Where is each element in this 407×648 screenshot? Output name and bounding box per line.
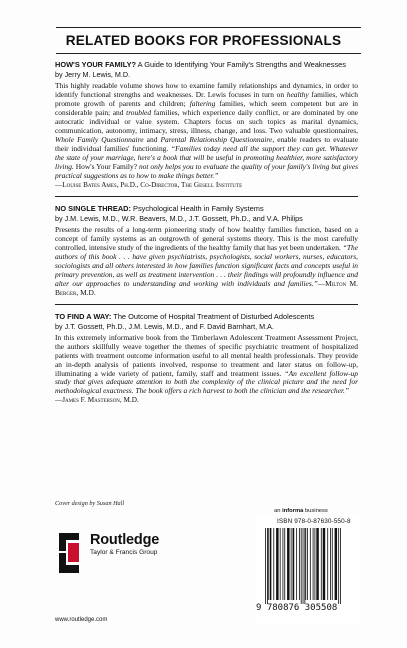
text-run: Presents the results of a long-term pioneering study of how healthy families function, based on a concept of family systems as an outgrowth of general systems theory. This is the most carefully controlled, intensive study of the ingredients of the healthy family that has yet been undertaken. xyxy=(55,224,358,252)
informa-pre: an xyxy=(274,508,283,514)
text-run: This highly readable volume shows how to examine family relationships and dynamics, in order to identify functional strengths and weaknesses. Dr. Lewis focuses in turn on xyxy=(55,81,358,100)
barcode-bar xyxy=(265,528,266,604)
book-title-rest: Psychological Health in Family Systems xyxy=(130,203,264,213)
barcode-bar xyxy=(296,528,297,600)
barcode-bar xyxy=(284,528,285,600)
barcode-bar xyxy=(293,528,295,600)
book-description xyxy=(55,226,358,298)
book-title-lead: TO FIND A WAY: xyxy=(55,311,112,321)
book-title-lead: HOW'S YOUR FAMILY? xyxy=(55,60,137,69)
publisher-name: Routledge xyxy=(90,532,160,548)
book-description xyxy=(55,334,358,397)
book-title xyxy=(55,312,358,321)
barcode-bar xyxy=(321,528,322,600)
book-endorsement-attribution: —James F. Masterson, M.D. xyxy=(55,396,139,405)
book-title xyxy=(55,60,358,69)
barcode-bar xyxy=(280,528,281,600)
barcode-bar xyxy=(268,528,269,600)
book-description xyxy=(55,82,358,180)
barcode-bar xyxy=(330,528,331,600)
barcode-bar xyxy=(316,528,318,600)
book-authors: by J.T. Gossett, Ph.D., J.M. Lewis, M.D., and F. David Barnhart, M.A. xyxy=(55,321,274,331)
book-list xyxy=(55,60,358,405)
book-title xyxy=(55,204,358,213)
barcode-bar xyxy=(270,528,272,600)
book-entry xyxy=(55,204,358,298)
book-endorsement-attribution: —Milton M. Berger, M.D. xyxy=(55,278,358,297)
text-run: How's Your Family? xyxy=(73,161,139,171)
barcode-area xyxy=(256,517,361,624)
italic-run: healthy xyxy=(286,90,309,100)
barcode-bar xyxy=(327,528,328,600)
barcode-digits: 9 780876 305508 xyxy=(256,603,338,613)
barcode-bar xyxy=(267,528,268,604)
book-title-rest: The Outcome of Hospital Treatment of Disturbed Adolescents xyxy=(111,311,315,321)
page-heading: RELATED BOOKS FOR PROFESSIONALS xyxy=(65,33,342,48)
divider xyxy=(55,196,358,197)
barcode-bar xyxy=(287,528,289,600)
text-run: families, which promote growth of parents and children; xyxy=(55,90,358,109)
italic-run: troubled xyxy=(126,108,152,118)
heading-rule xyxy=(56,53,361,54)
barcode-bar xyxy=(283,528,284,600)
cover-design-credit: Cover design by Susan Hall xyxy=(55,500,125,507)
book-authors: by J.M. Lewis, M.D., W.R. Beavers, M.D., J.T. Gossett, Ph.D., and V.A. Philips xyxy=(55,213,303,223)
routledge-logo-icon xyxy=(55,531,83,575)
italic-run: faltering xyxy=(189,99,216,109)
barcode-bar xyxy=(338,528,339,604)
italic-run: “The authors of this book . . . have given psychiatrists, psychologists, social workers, nurses, educators, sociologists and all others interested in how families function significant facts and concepts useful in primary prevention, as well as treatment intervention . . . their findings will profoundly influence and alter our approaches to understanding and working with individuals and families.” xyxy=(55,242,358,288)
barcode-bar xyxy=(291,528,292,600)
book-entry xyxy=(55,312,358,406)
barcode-icon xyxy=(256,528,361,604)
barcode-bar xyxy=(332,528,333,600)
italic-run: “Families today need all the support they can get. Whatever the state of your marriage, here's a book that will be useful in promoting healthier, more satisfactory living. xyxy=(55,143,358,171)
italic-run: “An excellent follow-up study that gives adequate attention to both the complexity of the clinical picture and the need for methodological exactness. The book offers a rich harvest to both the clinician and the researcher.” xyxy=(55,368,358,396)
barcode-bar xyxy=(304,528,305,604)
barcode-bar xyxy=(313,528,314,600)
italic-run: not only helps you to evaluate the quality of your family's living but gives practical suggestions as to how to make things better.” xyxy=(55,161,358,180)
barcode-bar xyxy=(335,528,337,600)
publisher-group: Taylor & Francis Group xyxy=(90,549,158,556)
book-title-lead: NO SINGLE THREAD: xyxy=(55,203,131,213)
informa-business-tag xyxy=(274,508,328,514)
publisher-url: www.routledge.com xyxy=(55,617,108,623)
book-endorsement-attribution: —Louise Bates Ames, Ph.D., Co-Director, The Gesell Institute xyxy=(55,180,243,189)
text-run: families, which experience daily conflict, or are dominated by one autocratic individual or value system. Chapters focus on such topics as marital dynamics, communication, autonomy, intimacy, stress, illness, change, and loss. Two valuable questionnaires, xyxy=(55,108,358,135)
text-run: and xyxy=(143,134,161,144)
barcode-bar xyxy=(305,528,306,600)
isbn-label: ISBN 978-0-87630-550-8 xyxy=(277,518,351,525)
book-entry xyxy=(55,60,358,190)
divider xyxy=(55,304,358,305)
italic-run: Parental Relationship Questionnaire xyxy=(160,134,273,144)
barcode-bar xyxy=(273,528,274,600)
barcode-bar xyxy=(310,528,311,600)
text-run: families, which seem competent but are in considerable pain; and xyxy=(55,99,359,118)
barcode-bar xyxy=(301,528,302,604)
text-run: , enable readers to evaluate their individual families' functioning. xyxy=(55,134,358,153)
italic-run: Whole Family Questionnaire xyxy=(55,134,144,144)
barcode-bar xyxy=(303,528,304,604)
barcode-bar xyxy=(276,528,278,600)
barcode-bar xyxy=(299,528,300,600)
barcode-bar xyxy=(340,528,341,604)
top-rule xyxy=(56,27,361,28)
text-run: In this extremely informative book from the Timberlawn Adolescent Treatment Assessment Project, the authors skillfully weave together the themes of specific psychiatric treatment of hospitalized patients with treatment outcome information useful to all mental health professionals. They provide an in-depth analysis of patients involved, response to treatment and later status on follow-up, illuminating a wide variety of patient, family, staff and treatment issues. xyxy=(55,332,358,378)
book-authors: by Jerry M. Lewis, M.D. xyxy=(55,70,131,80)
publisher-block xyxy=(90,532,159,557)
barcode-bar xyxy=(323,528,325,600)
book-title-rest: A Guide to Identifying Your Family's Strengths and Weaknesses xyxy=(136,60,346,69)
informa-bold: informa xyxy=(282,508,304,514)
barcode-bar xyxy=(307,528,308,600)
barcode-bar xyxy=(314,528,315,600)
informa-post: business xyxy=(303,508,328,514)
